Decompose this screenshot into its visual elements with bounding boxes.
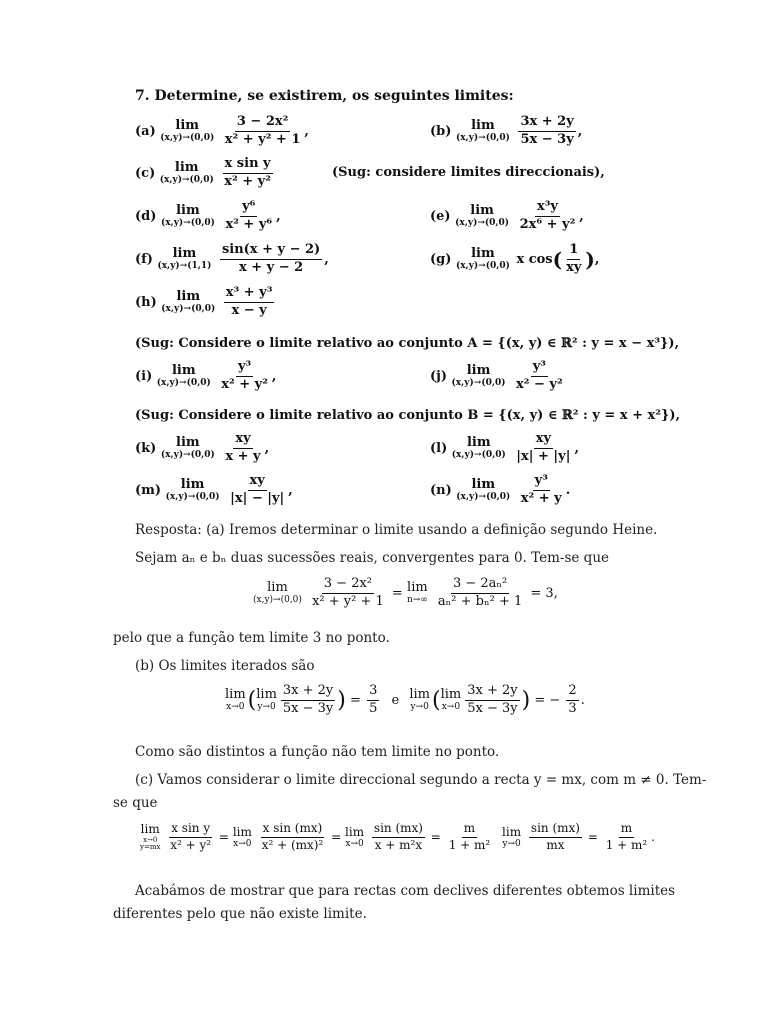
exercise-b	[430, 115, 582, 148]
tail: ,	[304, 123, 309, 139]
label: (g)	[430, 251, 452, 267]
numerator: y³	[236, 360, 253, 377]
result: = 3,	[530, 585, 558, 601]
conjunction: e	[391, 692, 400, 708]
denominator: |x| − |y|	[230, 490, 285, 506]
label: (n)	[430, 482, 452, 498]
label: (j)	[430, 368, 448, 384]
tail: ,	[577, 123, 583, 139]
numerator: m	[619, 822, 634, 838]
denominator: xy	[566, 259, 582, 275]
tail: ,	[276, 208, 281, 224]
numerator: y³	[533, 474, 550, 491]
label: (l)	[430, 440, 448, 456]
numerator: 1	[567, 243, 580, 260]
label: (h)	[135, 294, 157, 310]
lim-word: lim	[466, 363, 491, 379]
denominator: x − y	[231, 302, 267, 318]
numerator: 3	[367, 684, 379, 701]
answer-paragraph-1: Resposta: (a) Iremos determinar o limite usando a definição segundo Heine.	[135, 522, 658, 538]
answer-paragraph-7a: Acabámos de mostrar que para rectas com declives diferentes obtemos limites	[135, 883, 676, 899]
exercise-e	[430, 200, 584, 233]
lim-word: lim	[466, 435, 491, 451]
lim-sub: (x,y)→(0,0)	[165, 492, 220, 503]
numerator: 3 − 2x²	[322, 577, 374, 594]
exercise-a	[135, 115, 309, 148]
lim-sub: (x,y)→(0,0)	[451, 450, 506, 461]
numerator: x sin (mx)	[261, 822, 325, 838]
denominator: 2x⁶ + y²	[519, 216, 576, 232]
equation-heine: lim (x,y)→(0,0) $\frac{\text{3 − 2x²}}{\text{x² + y² + 1}}$ = lim n→∞ $\frac{\text{3 − 2aₙ²}}{\text{aₙ² + bₙ² + 1}}$ = 3,	[253, 576, 558, 609]
tail: ,	[574, 440, 579, 456]
suggestion-h: (Sug: Considere o limite relativo ao conjunto A = {(x, y) ∈ ℝ² : y = x − x³}),	[135, 336, 680, 351]
lim-word: lim	[256, 687, 277, 703]
denominator: 5x − 3y	[282, 700, 334, 716]
label: (b)	[430, 123, 452, 139]
lim-sub: x→0	[441, 702, 461, 713]
lim-word: lim	[174, 160, 199, 176]
numerator: y³	[531, 360, 548, 377]
lim-word: lim	[267, 580, 288, 596]
denominator: 1 + m²	[448, 837, 491, 852]
lim-sub: (x,y)→(0,0)	[456, 492, 511, 503]
exercise-k	[135, 432, 269, 465]
numerator: 3x + 2y	[465, 684, 519, 701]
denominator: x² + (mx)²	[261, 837, 324, 852]
denominator: x² + y	[520, 490, 562, 506]
lim-word: lim	[471, 477, 496, 493]
lim-sub: n→∞	[406, 595, 428, 606]
denominator: x² + y²	[224, 173, 271, 189]
lim-word: lim	[172, 246, 197, 262]
numerator: 3x + 2y	[281, 684, 335, 701]
equation-iterated: lim x→0 ( lim y→0 $\frac{3x + 2y}{5x - 3y}$ ) = $\frac{3}{5}$ e lim y→0 ( lim x→0 $\frac{3x + 2y}{5x - 3y}$ ) = − $\frac{2}{3}$ .	[225, 683, 585, 716]
prefix: x cos	[516, 251, 553, 267]
lim-word: lim	[176, 289, 201, 305]
lim-sub: (x,y)→(0,0)	[160, 450, 215, 461]
tail: ,	[594, 251, 600, 267]
answer-paragraph-6b: se que	[113, 795, 158, 811]
numerator: y⁶	[240, 200, 257, 217]
lim-word: lim	[180, 477, 205, 493]
exercise-l	[430, 432, 579, 465]
exercise-f	[135, 243, 329, 276]
lim-sub: (x,y)→(1,1)	[157, 261, 212, 272]
denominator: 5x − 3y	[467, 700, 518, 716]
lim-sub: (x,y)→(0,0)	[160, 218, 215, 229]
numerator: 2	[566, 684, 578, 701]
lim-sub: y→0	[502, 838, 521, 849]
lim-word: lim	[175, 118, 200, 134]
lim-word: lim	[407, 580, 428, 596]
numerator: xy	[534, 432, 553, 449]
lim-sub: y→0	[410, 702, 429, 713]
numerator: 3 − 2x²	[235, 115, 290, 132]
lim-word: lim	[470, 203, 494, 219]
label: (a)	[135, 123, 156, 139]
suggestion-j: (Sug: Considere o limite relativo ao conjunto B = {(x, y) ∈ ℝ² : y = x + x²}),	[135, 408, 680, 423]
equation-directional: lim x→0 y=mx $\frac{\text{x sin y}}{\text{x² + y²}}$ = lim x→0 $\frac{\text{x sin (mx)}}{\text{x² + (mx)²}}$ = lim x→0 $\frac{\sin (mx)}{\text{x + m²x}}$ = $\frac{m}{\text{1 + m²}}$ lim y→0 $\frac{\sin (mx)}{mx}$ = $\frac{m}{\text{1 + m²}}$ .	[140, 821, 656, 852]
lim-sub: x→0	[233, 838, 252, 849]
denominator: x² + y⁶	[225, 216, 273, 232]
label: (d)	[135, 208, 157, 224]
numerator: xy	[248, 474, 267, 491]
denominator: |x| + |y|	[516, 448, 571, 464]
denominator: x + y − 2	[238, 259, 304, 275]
exercise-c	[135, 157, 275, 190]
suggestion-c: (Sug: considere limites direccionais),	[332, 165, 605, 180]
lim-sub: (x,y)→(0,0)	[156, 378, 211, 389]
denominator: aₙ² + bₙ² + 1	[437, 593, 523, 609]
answer-paragraph-3: pelo que a função tem limite 3 no ponto.	[113, 630, 390, 646]
tail: ,	[288, 482, 293, 498]
lim-sub: (x,y)→(0,0)	[160, 133, 215, 144]
tail: ,	[271, 368, 277, 384]
denominator: 5x − 3y	[520, 131, 574, 147]
lim-sub: (x,y)→(0,0)	[253, 595, 302, 606]
lim-word: lim	[502, 824, 522, 839]
tail: .	[565, 482, 571, 498]
label: (m)	[135, 482, 162, 498]
lim-sub: y→0	[257, 702, 276, 713]
lim-sub: (x,y)→(0,0)	[451, 378, 506, 389]
denominator: 5	[369, 700, 378, 716]
denominator: 3	[568, 700, 577, 716]
lim-word: lim	[440, 687, 462, 703]
tail: ,	[264, 440, 270, 456]
denominator: x² + y² + 1	[224, 131, 301, 147]
lim-sub: (x,y)→(0,0)	[455, 133, 510, 144]
numerator: sin (mx)	[372, 822, 425, 838]
lim-word: lim	[345, 824, 365, 839]
numerator: x³y	[535, 200, 560, 217]
denominator: 1 + m²	[605, 837, 648, 852]
lim-word: lim	[232, 824, 252, 839]
lim-word: lim	[471, 246, 495, 262]
denominator: x + m²x	[374, 837, 423, 852]
lim-word: lim	[140, 822, 160, 837]
denominator: mx	[546, 837, 565, 852]
lim-sub: (x,y)→(0,0)	[455, 261, 510, 272]
lim-sub: x→0	[143, 836, 158, 845]
numerator: sin(x + y − 2)	[220, 243, 322, 260]
denominator: x² + y²	[170, 837, 212, 852]
exercise-d	[135, 200, 281, 233]
lim-word: lim	[171, 363, 196, 379]
lim-sub: (x,y)→(0,0)	[161, 304, 216, 315]
lim-word: lim	[176, 435, 200, 451]
label: (c)	[135, 165, 156, 181]
exercise-i	[135, 360, 276, 393]
lim-sub: y=mx	[140, 843, 161, 852]
answer-paragraph-6a: (c) Vamos considerar o limite direccional segundo a recta y = mx, com m ≠ 0. Tem-	[135, 772, 707, 788]
label: (f)	[135, 251, 153, 267]
lim-word: lim	[176, 203, 200, 219]
numerator: sin (mx)	[529, 822, 582, 838]
denominator: x² + y² + 1	[312, 593, 384, 609]
lim-sub: x→0	[345, 838, 364, 849]
answer-paragraph-4: (b) Os limites iterados são	[135, 658, 315, 674]
exercise-j	[430, 360, 567, 393]
exercise-m	[135, 474, 293, 507]
exercise-h	[135, 286, 276, 319]
lim-sub: x→0	[226, 702, 245, 713]
answer-paragraph-7b: diferentes pelo que não existe limite.	[113, 906, 367, 922]
exercise-g: (g) lim (x,y)→(0,0) x cos( $\frac{1}{xy}$ ),	[430, 242, 600, 275]
denominator: x² + y²	[221, 376, 268, 392]
label: (k)	[135, 440, 157, 456]
numerator: 3x + 2y	[518, 115, 575, 132]
tail: ,	[324, 251, 329, 267]
numerator: m	[462, 822, 477, 838]
numerator: x sin y	[169, 822, 212, 838]
label: (i)	[135, 368, 153, 384]
exercise-n	[430, 474, 570, 507]
numerator: xy	[233, 432, 252, 449]
lim-word: lim	[409, 687, 430, 703]
lim-sub: (x,y)→(0,0)	[455, 218, 510, 229]
answer-paragraph-2: Sejam aₙ e bₙ duas sucessões reais, convergentes para 0. Tem-se que	[135, 550, 609, 566]
denominator: x + y	[225, 448, 261, 464]
answer-paragraph-5: Como são distintos a função não tem limite no ponto.	[135, 744, 500, 760]
numerator: 3 − 2aₙ²	[451, 577, 509, 594]
denominator: x² − y²	[516, 376, 563, 392]
lim-sub: (x,y)→(0,0)	[159, 175, 214, 186]
tail: ,	[579, 208, 584, 224]
lim-word: lim	[471, 118, 495, 134]
exercise-heading: 7. Determine, se existirem, os seguintes limites:	[135, 88, 514, 104]
lim-word: lim	[225, 687, 246, 703]
numerator: x³ + y³	[224, 286, 275, 303]
label: (e)	[430, 208, 451, 224]
numerator: x sin y	[223, 157, 273, 174]
